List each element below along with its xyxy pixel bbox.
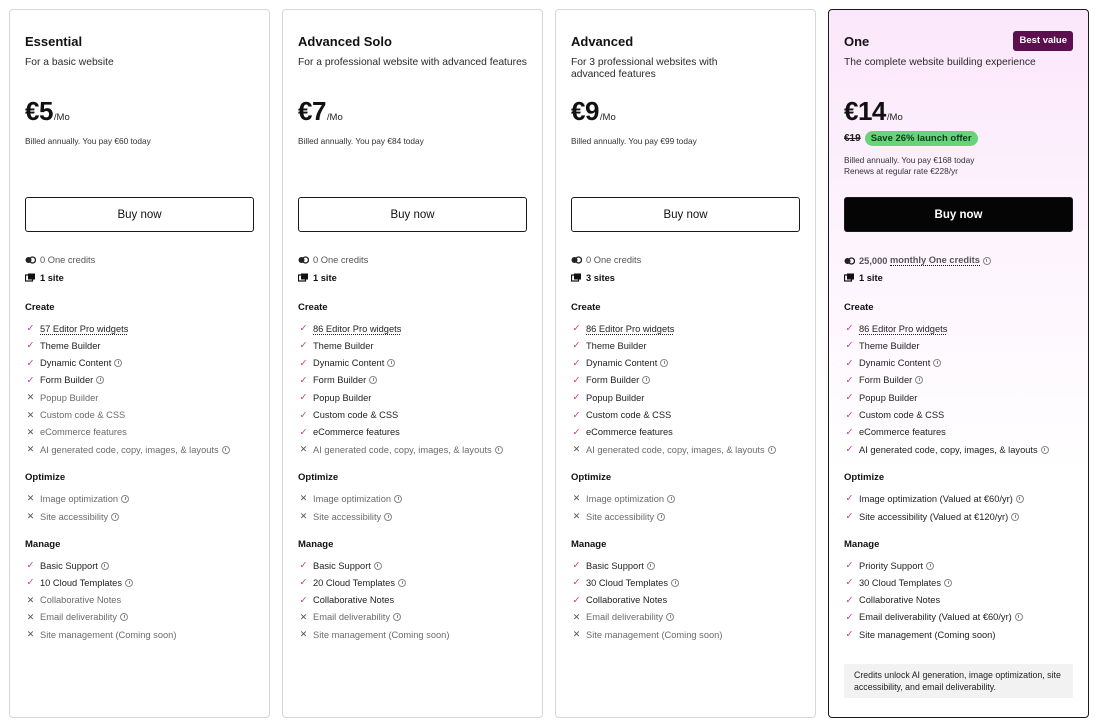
sites-row bbox=[25, 273, 64, 283]
feature-label[interactable]: 57 Editor Pro widgets bbox=[40, 323, 129, 334]
feature-label: Site management (Coming soon) bbox=[586, 629, 723, 640]
feature-item bbox=[25, 577, 133, 588]
info-icon[interactable] bbox=[114, 359, 122, 367]
section-optimize: Optimize bbox=[844, 472, 885, 483]
check-icon: ✓ bbox=[26, 560, 35, 571]
check-icon: ✓ bbox=[299, 374, 308, 386]
feature-label: Theme Builder bbox=[586, 340, 647, 351]
info-icon[interactable] bbox=[666, 613, 674, 621]
section-optimize: Optimize bbox=[25, 472, 66, 483]
cross-icon: ✕ bbox=[26, 426, 35, 437]
section-create: Create bbox=[571, 302, 601, 313]
sites-icon bbox=[571, 273, 582, 283]
cross-icon: ✕ bbox=[26, 629, 35, 640]
info-icon[interactable] bbox=[101, 562, 109, 570]
check-icon: ✓ bbox=[572, 323, 581, 334]
check-icon: ✓ bbox=[572, 340, 581, 352]
feature-label: Site management (Coming soon) bbox=[313, 629, 450, 640]
feature-label: Email deliverability bbox=[586, 612, 663, 623]
sites-icon bbox=[25, 273, 36, 283]
feature-label: 30 Cloud Templates bbox=[586, 577, 669, 588]
info-icon[interactable] bbox=[121, 495, 129, 503]
feature-label: Image optimization bbox=[586, 493, 665, 504]
credits-row bbox=[25, 255, 95, 265]
info-icon[interactable] bbox=[1041, 446, 1049, 454]
sites-text: 1 site bbox=[40, 273, 64, 283]
sites-row bbox=[844, 273, 883, 283]
section-create: Create bbox=[844, 302, 874, 313]
check-icon: ✓ bbox=[845, 444, 854, 456]
buy-now-button[interactable]: Buy now bbox=[844, 197, 1073, 232]
feature-label: Form Builder bbox=[859, 375, 913, 386]
info-icon[interactable] bbox=[926, 562, 934, 570]
feature-item bbox=[25, 511, 119, 522]
check-icon: ✓ bbox=[299, 392, 308, 404]
check-icon: ✓ bbox=[845, 577, 854, 589]
check-icon: ✓ bbox=[299, 323, 308, 334]
plan-price bbox=[298, 96, 343, 126]
cross-icon: ✕ bbox=[26, 392, 35, 403]
sites-row bbox=[298, 273, 337, 283]
feature-label: Basic Support bbox=[313, 560, 371, 571]
feature-label: Theme Builder bbox=[859, 340, 920, 351]
feature-item bbox=[571, 560, 655, 571]
feature-item bbox=[571, 612, 674, 623]
feature-label: eCommerce features bbox=[859, 427, 946, 438]
info-icon[interactable] bbox=[647, 562, 655, 570]
info-icon[interactable] bbox=[369, 376, 377, 384]
info-icon[interactable] bbox=[222, 446, 230, 454]
check-icon: ✓ bbox=[572, 374, 581, 386]
feature-item bbox=[25, 323, 128, 334]
feature-item bbox=[298, 560, 382, 571]
feature-label: Theme Builder bbox=[313, 340, 374, 351]
coins-icon bbox=[25, 255, 36, 265]
renews-text: Renews at regular rate €228/yr bbox=[844, 166, 958, 176]
section-manage: Manage bbox=[298, 539, 334, 550]
info-icon[interactable] bbox=[768, 446, 776, 454]
cross-icon: ✕ bbox=[299, 611, 308, 622]
billing-note: Billed annually. You pay €84 today bbox=[298, 136, 424, 146]
section-manage: Manage bbox=[571, 539, 607, 550]
feature-item bbox=[844, 595, 940, 606]
feature-label: Priority Support bbox=[859, 560, 924, 571]
feature-item bbox=[571, 340, 646, 351]
cross-icon: ✕ bbox=[572, 444, 581, 455]
info-icon[interactable] bbox=[1016, 495, 1024, 503]
feature-item bbox=[844, 340, 919, 351]
feature-item bbox=[844, 392, 917, 403]
feature-item bbox=[571, 410, 671, 421]
info-icon[interactable] bbox=[983, 257, 991, 265]
cross-icon: ✕ bbox=[299, 444, 308, 455]
feature-item bbox=[844, 444, 1049, 455]
buy-now-button[interactable]: Buy now bbox=[571, 197, 800, 232]
feature-label: Dynamic Content bbox=[313, 358, 385, 369]
cross-icon: ✕ bbox=[26, 611, 35, 622]
feature-item bbox=[571, 358, 668, 369]
feature-item bbox=[298, 358, 395, 369]
check-icon: ✓ bbox=[845, 374, 854, 386]
plan-card-essential bbox=[9, 9, 270, 718]
check-icon: ✓ bbox=[845, 426, 854, 438]
check-icon: ✓ bbox=[299, 409, 308, 421]
cross-icon: ✕ bbox=[572, 493, 581, 503]
check-icon: ✓ bbox=[572, 426, 581, 438]
feature-item bbox=[25, 358, 122, 369]
feature-item bbox=[298, 340, 373, 351]
plan-subtitle: The complete website building experience bbox=[844, 57, 1036, 68]
plan-card-inner bbox=[844, 10, 1073, 717]
cross-icon: ✕ bbox=[299, 629, 308, 640]
billing-note bbox=[844, 155, 974, 177]
feature-item bbox=[571, 323, 674, 334]
feature-item bbox=[298, 511, 392, 522]
check-icon: ✓ bbox=[572, 392, 581, 404]
plan-card-inner bbox=[298, 10, 527, 717]
feature-item bbox=[844, 375, 923, 386]
cross-icon: ✕ bbox=[26, 511, 35, 521]
feature-item bbox=[25, 340, 100, 351]
plan-subtitle: For a professional website with advanced features bbox=[298, 57, 527, 68]
feature-label: 10 Cloud Templates bbox=[40, 577, 123, 588]
feature-item bbox=[25, 427, 127, 438]
info-icon[interactable] bbox=[111, 513, 119, 521]
billed-text: Billed annually. You pay €168 today bbox=[844, 155, 975, 165]
feature-label: Site accessibility (Valued at €120/yr) bbox=[859, 511, 1009, 522]
feature-label: Image optimization bbox=[313, 493, 392, 504]
info-icon[interactable] bbox=[944, 579, 952, 587]
feature-item bbox=[844, 629, 995, 640]
info-icon[interactable] bbox=[120, 613, 128, 621]
section-optimize: Optimize bbox=[298, 472, 339, 483]
plan-title: Essential bbox=[25, 34, 83, 49]
check-icon: ✓ bbox=[299, 577, 308, 589]
info-icon[interactable] bbox=[96, 376, 104, 384]
feature-item bbox=[571, 392, 644, 403]
feature-item bbox=[571, 629, 722, 640]
billing-note: Billed annually. You pay €99 today bbox=[571, 136, 697, 146]
feature-label: Collaborative Notes bbox=[40, 595, 122, 606]
check-icon: ✓ bbox=[845, 357, 854, 369]
info-icon[interactable] bbox=[915, 376, 923, 384]
sites-text: 3 sites bbox=[586, 273, 615, 283]
plan-subtitle: For a basic website bbox=[25, 57, 114, 68]
feature-label: Site management (Coming soon) bbox=[859, 629, 996, 640]
feature-item bbox=[298, 612, 401, 623]
cross-icon: ✕ bbox=[26, 409, 35, 420]
cross-icon: ✕ bbox=[299, 493, 308, 503]
info-icon[interactable] bbox=[387, 359, 395, 367]
credits-text: 0 One credits bbox=[40, 255, 96, 265]
price-period: /Mo bbox=[599, 112, 616, 123]
feature-item bbox=[298, 410, 398, 421]
check-icon: ✓ bbox=[572, 577, 581, 589]
plan-subtitle: For 3 professional websites with advanced features bbox=[571, 57, 718, 80]
info-icon[interactable] bbox=[671, 579, 679, 587]
price-amount: €14 bbox=[844, 96, 886, 126]
price-amount: €7 bbox=[298, 96, 326, 126]
feature-label: eCommerce features bbox=[313, 427, 400, 438]
feature-item bbox=[298, 493, 402, 504]
save-badge: Save 26% launch offer bbox=[865, 131, 978, 146]
feature-item bbox=[844, 427, 946, 438]
feature-item bbox=[844, 577, 952, 588]
info-icon[interactable] bbox=[660, 359, 668, 367]
feature-item bbox=[25, 444, 230, 455]
cross-icon: ✕ bbox=[299, 511, 308, 521]
check-icon: ✓ bbox=[845, 409, 854, 421]
check-icon: ✓ bbox=[26, 374, 35, 386]
feature-item bbox=[844, 493, 1024, 504]
check-icon: ✓ bbox=[572, 357, 581, 369]
cross-icon: ✕ bbox=[26, 493, 35, 503]
feature-label[interactable]: 86 Editor Pro widgets bbox=[859, 323, 948, 334]
feature-label: Site accessibility bbox=[313, 511, 382, 522]
feature-item bbox=[571, 375, 650, 386]
feature-item bbox=[25, 629, 176, 640]
coins-icon bbox=[298, 255, 309, 265]
feature-label[interactable]: 86 Editor Pro widgets bbox=[586, 323, 675, 334]
check-icon: ✓ bbox=[26, 577, 35, 589]
feature-label: Site accessibility bbox=[586, 511, 655, 522]
price-amount: €9 bbox=[571, 96, 599, 126]
feature-item bbox=[25, 612, 128, 623]
plan-price bbox=[571, 96, 616, 126]
check-icon: ✓ bbox=[845, 340, 854, 352]
feature-label: Image optimization (Valued at €60/yr) bbox=[859, 493, 1013, 504]
feature-item bbox=[844, 323, 947, 334]
check-icon: ✓ bbox=[299, 340, 308, 352]
info-icon[interactable] bbox=[642, 376, 650, 384]
feature-label: AI generated code, copy, images, & layouts bbox=[313, 444, 492, 455]
plan-title: Advanced bbox=[571, 34, 634, 49]
buy-now-button[interactable]: Buy now bbox=[25, 197, 254, 232]
info-icon[interactable] bbox=[495, 446, 503, 454]
feature-item bbox=[25, 392, 98, 403]
feature-label: Theme Builder bbox=[40, 340, 101, 351]
feature-label: Image optimization bbox=[40, 493, 119, 504]
check-icon: ✓ bbox=[845, 511, 854, 522]
feature-label: Email deliverability (Valued at €60/yr) bbox=[859, 612, 1012, 623]
feature-label: 20 Cloud Templates bbox=[313, 577, 396, 588]
info-icon[interactable] bbox=[394, 495, 402, 503]
feature-label: Dynamic Content bbox=[586, 358, 658, 369]
section-create: Create bbox=[25, 302, 55, 313]
feature-item bbox=[298, 323, 401, 334]
info-icon[interactable] bbox=[125, 579, 133, 587]
discount-row bbox=[844, 131, 978, 146]
feature-item bbox=[298, 629, 449, 640]
cross-icon: ✕ bbox=[572, 611, 581, 622]
check-icon: ✓ bbox=[572, 594, 581, 606]
feature-label: Custom code & CSS bbox=[40, 410, 126, 420]
coins-icon bbox=[571, 255, 582, 265]
section-manage: Manage bbox=[844, 539, 880, 550]
billing-note: Billed annually. You pay €60 today bbox=[25, 136, 151, 146]
info-icon[interactable] bbox=[393, 613, 401, 621]
check-icon: ✓ bbox=[299, 594, 308, 606]
check-icon: ✓ bbox=[845, 629, 854, 641]
feature-label: Dynamic Content bbox=[859, 358, 931, 369]
plan-card-inner bbox=[25, 10, 254, 717]
info-icon[interactable] bbox=[384, 513, 392, 521]
credits-row bbox=[571, 255, 641, 265]
feature-label: Form Builder bbox=[40, 375, 94, 386]
credits-amount: 25,000 bbox=[859, 255, 888, 266]
best-value-badge: Best value bbox=[1013, 31, 1073, 51]
feature-label: Form Builder bbox=[586, 375, 640, 386]
feature-item bbox=[571, 577, 679, 588]
feature-item bbox=[844, 511, 1019, 522]
feature-label: Collaborative Notes bbox=[313, 595, 395, 606]
cross-icon: ✕ bbox=[572, 629, 581, 640]
check-icon: ✓ bbox=[26, 323, 35, 334]
plan-price bbox=[844, 96, 903, 126]
sites-icon bbox=[844, 273, 855, 283]
feature-label: Popup Builder bbox=[313, 392, 372, 403]
price-period: /Mo bbox=[886, 112, 903, 123]
sites-text: 1 site bbox=[859, 273, 883, 283]
plan-card-advanced-solo bbox=[282, 9, 543, 718]
check-icon: ✓ bbox=[845, 594, 854, 606]
check-icon: ✓ bbox=[299, 560, 308, 571]
sites-text: 1 site bbox=[313, 273, 337, 283]
feature-item bbox=[25, 595, 121, 606]
cross-icon: ✕ bbox=[26, 594, 35, 605]
feature-item bbox=[25, 375, 104, 386]
feature-item bbox=[844, 612, 1023, 623]
check-icon: ✓ bbox=[845, 493, 854, 504]
feature-item bbox=[25, 560, 109, 571]
feature-item bbox=[298, 595, 394, 606]
check-icon: ✓ bbox=[572, 560, 581, 571]
feature-label: Custom code & CSS bbox=[859, 410, 945, 420]
cross-icon: ✕ bbox=[572, 511, 581, 521]
feature-item bbox=[571, 444, 776, 455]
check-icon: ✓ bbox=[845, 392, 854, 404]
info-icon[interactable] bbox=[667, 495, 675, 503]
coins-icon bbox=[844, 256, 855, 266]
check-icon: ✓ bbox=[845, 560, 854, 571]
credits-row bbox=[298, 255, 368, 265]
feature-label: AI generated code, copy, images, & layouts bbox=[586, 444, 765, 455]
feature-item bbox=[844, 358, 941, 369]
feature-item bbox=[571, 427, 673, 438]
feature-label: Popup Builder bbox=[859, 392, 918, 403]
feature-item bbox=[25, 410, 125, 421]
check-icon: ✓ bbox=[26, 340, 35, 352]
feature-label: eCommerce features bbox=[40, 427, 127, 438]
feature-item bbox=[571, 493, 675, 504]
feature-label: Site management (Coming soon) bbox=[40, 629, 177, 640]
info-icon[interactable] bbox=[657, 513, 665, 521]
plan-title: Advanced Solo bbox=[298, 34, 392, 49]
feature-label: Dynamic Content bbox=[40, 358, 112, 369]
sites-row bbox=[571, 273, 615, 283]
feature-item bbox=[25, 493, 129, 504]
section-optimize: Optimize bbox=[571, 472, 612, 483]
plan-card-inner bbox=[571, 10, 800, 717]
check-icon: ✓ bbox=[299, 426, 308, 438]
feature-label: Custom code & CSS bbox=[313, 410, 399, 420]
credits-link[interactable]: monthly One credits bbox=[890, 255, 980, 265]
check-icon: ✓ bbox=[845, 323, 854, 334]
plan-title: One bbox=[844, 34, 870, 49]
feature-label: AI generated code, copy, images, & layouts bbox=[859, 444, 1038, 455]
info-icon[interactable] bbox=[398, 579, 406, 587]
check-icon: ✓ bbox=[845, 611, 854, 623]
sites-icon bbox=[298, 273, 309, 283]
plan-price bbox=[25, 96, 70, 126]
info-icon[interactable] bbox=[933, 359, 941, 367]
feature-item bbox=[844, 560, 934, 571]
section-create: Create bbox=[298, 302, 328, 313]
price-amount: €5 bbox=[25, 96, 53, 126]
credits-text: 0 One credits bbox=[313, 255, 369, 265]
pricing-cards bbox=[9, 9, 1089, 718]
feature-label: Collaborative Notes bbox=[586, 595, 668, 606]
cross-icon: ✕ bbox=[26, 444, 35, 455]
price-period: /Mo bbox=[53, 112, 70, 123]
feature-item bbox=[298, 392, 371, 403]
info-icon[interactable] bbox=[374, 562, 382, 570]
feature-label: Basic Support bbox=[40, 560, 98, 571]
feature-item bbox=[571, 511, 665, 522]
feature-item bbox=[298, 577, 406, 588]
feature-item bbox=[844, 410, 944, 421]
feature-label: AI generated code, copy, images, & layouts bbox=[40, 444, 219, 455]
feature-label: Site accessibility bbox=[40, 511, 109, 522]
feature-item bbox=[571, 595, 667, 606]
feature-label: Form Builder bbox=[313, 375, 367, 386]
credits-note: Credits unlock AI generation, image optimization, site accessibility, and email deliverability. bbox=[844, 664, 1073, 698]
price-period: /Mo bbox=[326, 112, 343, 123]
feature-label: Collaborative Notes bbox=[859, 595, 941, 606]
feature-label: Custom code & CSS bbox=[586, 410, 672, 420]
plan-card-advanced bbox=[555, 9, 816, 718]
feature-item bbox=[298, 444, 503, 455]
check-icon: ✓ bbox=[572, 409, 581, 421]
feature-label[interactable]: 86 Editor Pro widgets bbox=[313, 323, 402, 334]
feature-item bbox=[298, 427, 400, 438]
credits-text: 0 One credits bbox=[586, 255, 642, 265]
buy-now-button[interactable]: Buy now bbox=[298, 197, 527, 232]
info-icon[interactable] bbox=[1011, 513, 1019, 521]
credits-row bbox=[844, 255, 991, 266]
feature-label: Email deliverability bbox=[40, 612, 117, 623]
plan-card-one bbox=[828, 9, 1089, 718]
check-icon: ✓ bbox=[26, 357, 35, 369]
feature-label: Popup Builder bbox=[40, 392, 99, 403]
feature-label: Basic Support bbox=[586, 560, 644, 571]
feature-label: 30 Cloud Templates bbox=[859, 577, 942, 588]
feature-label: eCommerce features bbox=[586, 427, 673, 438]
feature-item bbox=[298, 375, 377, 386]
info-icon[interactable] bbox=[1015, 613, 1023, 621]
feature-label: Popup Builder bbox=[586, 392, 645, 403]
feature-label: Email deliverability bbox=[313, 612, 390, 623]
section-manage: Manage bbox=[25, 539, 61, 550]
old-price: €19 bbox=[844, 133, 861, 144]
check-icon: ✓ bbox=[299, 357, 308, 369]
